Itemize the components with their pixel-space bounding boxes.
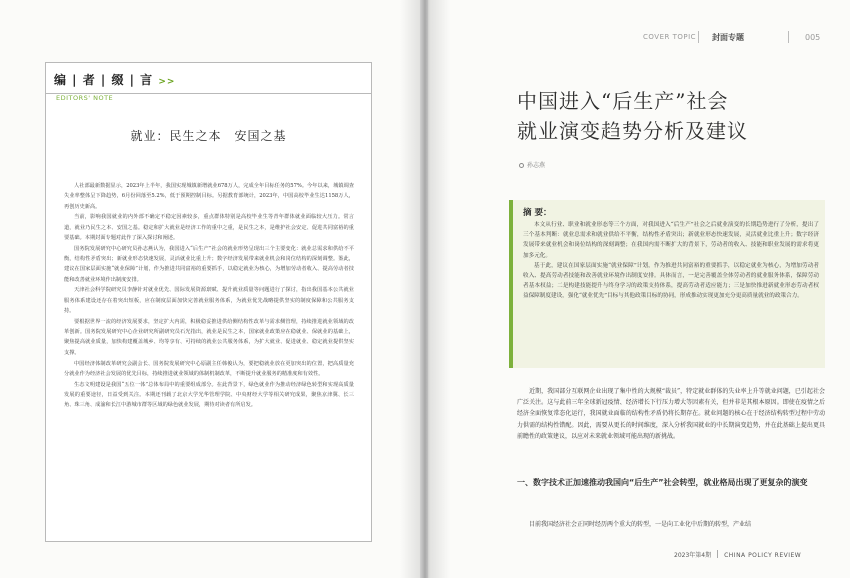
page-gutter-shadow <box>400 0 450 578</box>
right-page <box>428 0 850 578</box>
chevron-right-icon: >> <box>158 77 176 87</box>
header-cover-topic-cn: 封面专题 <box>712 33 744 42</box>
abstract-body <box>523 220 819 302</box>
publication-name: CHINA POLICY REVIEW <box>724 552 802 559</box>
section-first-line: 目前我国经济社会正同时经历两个重大的转型，一是向工业化中后期的转型，产业结 <box>529 521 752 528</box>
footer-divider <box>717 550 718 558</box>
header-divider <box>788 31 789 43</box>
abstract-paragraph: 基于此，建议在国家层面实施“就业保障”计划，作为推进共同富裕的重要抓手，以稳定就业为核心，为增加劳动者收入、提高劳动者技能和改善就业环境作出制度安排。具体而言，一是完善覆盖全体劳动者的就业服务体系，保障劳动者基本权益；二是构建技能提升与终身学习的政策支持体系，提高劳动者适应能力；三是加快推进新就业形态劳动者权益保障制度建设，强化“就业优先”目标与其他政策目标的协同，形成推动实现更加充分更高质量就业的政策合力。 <box>523 262 819 300</box>
paragraph: 中国经济体制改革研究会副会长、国务院发展研究中心原副主任韩俊认为，要把稳就业放在更加突出的位置，把高质量充分就业作为经济社会发展的优先目标，持续推进就业领域的体制机制改革，不断提升就业服务的精准度和有效性。 <box>64 360 354 377</box>
article-body <box>517 386 825 442</box>
author-line <box>519 160 545 169</box>
abstract-paragraph: 本文从行业、职业和就业形态等三个方面，对我国进入“后生产”社会之后就业演变的长期趋势进行了分析，提出了三个基本判断：就业总需求和就业供给不平衡，结构性矛盾突出；新就业形态快速发展，灵活就业比重上升；数字经济发展带来就业机会和岗位结构的深刻调整；在我国内需不断扩大的背景下，劳动者的收入、技能和职业发展的需求将更加多元化。 <box>523 222 819 259</box>
article-title <box>517 86 748 146</box>
article-title-line-1: 中国进入“后生产”社会 <box>517 89 729 113</box>
paragraph: 国务院发展研究中心研究员孙志燕认为，我国进入“后生产”社会的就业形势呈现出三个主要变化：就业总需求和供给不平衡，结构性矛盾突出；新就业形态快速发展，灵活就业比重上升；数字经济发展带来就业机会和岗位结构的深刻调整。鉴此，建议在国家层面实施“就业保障”计划，作为推进共同富裕的重要抓手，以稳定就业为核心，为增加劳动者收入、提高劳动者技能和改善就业环境作出制度安排。 <box>64 245 354 283</box>
editors-note-title: 就业：民生之本 安国之基 <box>130 129 287 143</box>
editors-note-label: 编 | 者 | 缀 | 言 <box>54 73 154 87</box>
author-name: 孙志燕 <box>527 162 546 169</box>
abstract-box <box>509 200 825 368</box>
paragraph: 生态文明建设是我国“五位一体”总体布局中的重要组成部分。在此背景下，绿色就业作为推动经济绿色转型和实现高质量发展的重要途径，日益受到关注。本期还刊载了北京大学光华管理学院、中央财经大学等相关研究成果，聚焦京津冀、长三角、珠三角、成渝和长江中游城市群等区域的绿色就业发展，期待对读者有所启发。 <box>64 381 354 409</box>
page-footer <box>674 550 801 559</box>
editors-note-frame <box>45 62 372 542</box>
editors-note-body <box>64 181 354 411</box>
paragraph: 近期，我国部分互联网企业出现了集中性的大规模“裁员”，特定就业群体的失业率上升等就业问题，已引起社会广泛关注。这与此前三年全球新冠疫情、经济增长下行压力增大等因素有关，但并非是其根本原因。即使在疫情之后经济全面恢复常态化运行，我国就业面临的结构性矛盾仍将长期存在。就业问题的核心在于经济结构转型过程中劳动力供需的结构性错配。因此，需要从更长的时间维度，深入分析我国就业的中长期演变趋势，并在此基础上提出更具前瞻性的政策建议，以应对未来就业领域可能出现的新挑战。 <box>517 388 825 440</box>
paragraph: 天津社会科学院研究员李静针对就业优先、国际发展资源禀赋、提升就业质量等问题进行了探讨，指出我国基本公共就业服务体系建设还存在着突出短板，应在制度层面加快完善就业服务体系，为就业优先战略提供坚实的制度保障和公共服务支持。 <box>64 287 354 315</box>
paragraph: 人社部最新数据显示，2023年上半年，我国实现城镇新增就业678万人，完成全年目标任务的57%。今年以来，城镇调查失业率整体呈下降趋势，6月份回落至5.2%，低于预期控制目标。另据教育部统计，2023年，中国高校毕业生达1158万人，再创历史新高。 <box>64 183 354 210</box>
page-number: 005 <box>805 33 821 42</box>
circle-bullet-icon <box>519 163 524 168</box>
header-cover-topic-en: COVER TOPIC <box>643 33 697 41</box>
editors-note-heading <box>54 71 175 88</box>
header-divider <box>698 31 699 43</box>
paragraph: 当前，影响我国就业的内外部不确定不稳定因素较多，重点群体特别是高校毕业生等青年群体就业面临较大压力。常言道，就业乃民生之本、安国之基。稳定和扩大就业是经济工作的重中之重，是民生之本，是维护社会安定、促进共同富裕的重要基础。本期封面专题对此作了深入探讨和阐述。 <box>64 214 354 241</box>
article-title-line-2: 就业演变趋势分析及建议 <box>517 119 748 143</box>
abstract-label: 摘 要： <box>523 208 552 218</box>
left-page <box>0 0 420 578</box>
editors-note-label-en: EDITORS' NOTE <box>56 94 114 102</box>
issue-label: 2023年第4期 <box>674 552 712 559</box>
paragraph: 要根据世界一流的经济发展要求，坚定扩大内需，积极稳妥推进供给侧结构性改革与需求侧管理，持续推进就业领域的改革创新。国务院发展研究中心企业研究所副研究员石光指出，就业是民生之本，国家就业政策应在稳就业、保就业的基础上，聚焦提高就业质量，加快构建覆盖城乡、均等享有、可持续的就业公共服务体系，为扩大就业、促进就业、稳定就业提供坚实支撑。 <box>64 318 354 356</box>
section-heading: 一、数字技术正加速推动我国向“后生产”社会转型，就业格局出现了更复杂的演变 <box>517 478 808 487</box>
